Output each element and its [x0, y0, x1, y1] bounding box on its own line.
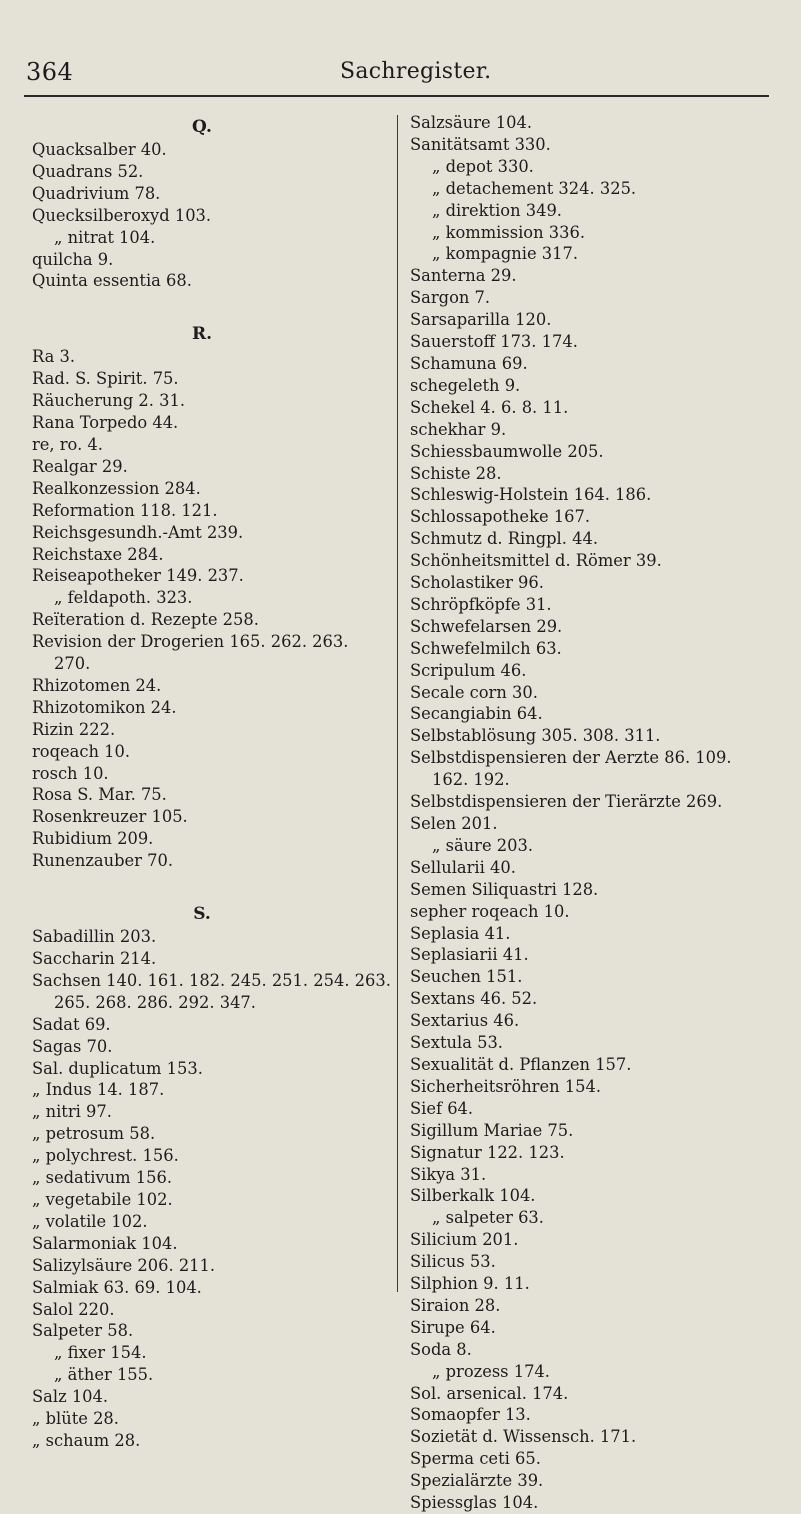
index-entry: Semen Siliquastri 128.: [410, 879, 599, 899]
index-entry: Reiseapotheker 149. 237.: [32, 566, 244, 586]
index-entry: Realgar 29.: [32, 456, 128, 476]
index-entry: Sarsaparilla 120.: [410, 310, 552, 330]
index-subentry: „ depot 330.: [432, 156, 534, 176]
index-entry: Schröpfköpfe 31.: [410, 594, 552, 614]
index-entry: Reformation 118. 121.: [32, 500, 218, 520]
index-subentry: „ petrosum 58.: [32, 1124, 156, 1144]
index-entry: Sargon 7.: [410, 288, 491, 308]
running-head-title: Sachregister.: [340, 59, 492, 84]
index-subentry: „ direktion 349.: [432, 200, 562, 220]
index-subentry: „ nitrat 104.: [54, 227, 156, 247]
index-entry: Schamuna 69.: [410, 353, 528, 373]
index-entry: Selen 201.: [410, 814, 498, 833]
index-entry: Salarmoniak 104.: [32, 1233, 178, 1253]
index-entry: Sikya 31.: [410, 1164, 487, 1184]
index-subentry: „ sedativum 156.: [32, 1168, 173, 1188]
index-entry: Revision der Drogerien 165. 262. 263.: [32, 632, 349, 652]
index-entry: Sadat 69.: [32, 1014, 111, 1034]
index-entry: Soda 8.: [410, 1339, 472, 1359]
index-entry: Secale corn 30.: [410, 682, 538, 702]
index-entry: Sigillum Mariae 75.: [410, 1120, 574, 1140]
index-entry: quilcha 9.: [32, 249, 114, 269]
index-entry: Runenzauber 70.: [32, 851, 174, 871]
index-subentry: „ fixer 154.: [54, 1343, 147, 1363]
index-entry-continuation: 265. 268. 286. 292. 347.: [54, 992, 256, 1012]
index-entry: Reichstaxe 284.: [32, 544, 164, 564]
index-subentry: „ salpeter 63.: [432, 1208, 544, 1228]
index-entry: Salizylsäure 206. 211.: [32, 1255, 216, 1275]
index-subentry: „ kommission 336.: [432, 222, 585, 242]
index-entry: Secangiabin 64.: [410, 704, 543, 724]
index-entry: Sozietät d. Wissensch. 171.: [410, 1427, 637, 1447]
index-entry: Silicium 201.: [410, 1230, 519, 1250]
index-entry: Somaopfer 13.: [410, 1405, 531, 1425]
page-number: 364: [26, 58, 74, 86]
index-entry: Quecksilberoxyd 103.: [32, 205, 212, 225]
index-entry: Schiste 28.: [410, 463, 502, 483]
index-entry-continuation: 162. 192.: [432, 770, 510, 790]
index-subentry: „ polychrest. 156.: [32, 1146, 179, 1166]
index-subentry: „ schaum 28.: [32, 1430, 141, 1450]
index-subentry: „ blüte 28.: [32, 1409, 119, 1429]
index-entry: Sachsen 140. 161. 182. 245. 251. 254. 263.: [32, 970, 391, 990]
index-subentry: „ säure 203.: [432, 835, 534, 855]
column-divider: [397, 115, 398, 1292]
index-subentry: „ prozess 174.: [432, 1361, 550, 1381]
index-entry: Sexualität d. Pflanzen 157.: [410, 1054, 632, 1074]
index-entry: Realkonzession 284.: [32, 478, 201, 498]
index-entry: Rizin 222.: [32, 719, 116, 739]
index-entry: sepher roqeach 10.: [410, 901, 570, 921]
index-entry: Salmiak 63. 69. 104.: [32, 1277, 202, 1297]
index-entry: Siraion 28.: [410, 1295, 501, 1315]
left-column: [32, 112, 392, 1452]
index-entry: Räucherung 2. 31.: [32, 391, 186, 411]
index-entry: Rhizotomen 24.: [32, 675, 162, 695]
index-entry: Sextula 53.: [410, 1033, 503, 1053]
index-entry: Spezialärzte 39.: [410, 1471, 544, 1491]
index-entry: Sabadillin 203.: [32, 927, 157, 947]
index-subentry: „ volatile 102.: [32, 1211, 148, 1231]
section-letter-q: Q.: [192, 117, 212, 137]
index-subentry: „ vegetabile 102.: [32, 1189, 173, 1209]
index-entry: Schwefelarsen 29.: [410, 616, 563, 636]
index-entry: Reichsgesundh.-Amt 239.: [32, 522, 244, 542]
index-entry: Schönheitsmittel d. Römer 39.: [410, 551, 662, 571]
index-entry: Schekel 4. 6. 8. 11.: [410, 397, 569, 417]
index-entry: re, ro. 4.: [32, 434, 103, 454]
index-entry: Schlossapotheke 167.: [410, 507, 591, 527]
section-gap: [32, 292, 392, 319]
index-entry: Silberkalk 104.: [410, 1186, 536, 1206]
index-entry: Sanitätsamt 330.: [410, 134, 551, 154]
index-entry: Seplasiarii 41.: [410, 945, 529, 965]
index-subentry: „ nitri 97.: [32, 1102, 112, 1122]
index-entry: Schwefelmilch 63.: [410, 638, 562, 658]
right-column: [410, 112, 795, 1514]
index-entry: Scripulum 46.: [410, 660, 527, 680]
index-entry: Selbstdispensieren der Aerzte 86. 109.: [410, 748, 732, 768]
section-letter-s: S.: [193, 904, 211, 925]
index-entry: Scholastiker 96.: [410, 573, 544, 593]
index-entry: Seplasia 41.: [410, 923, 511, 943]
index-entry: Reïteration d. Rezepte 258.: [32, 610, 259, 630]
index-entry: Silphion 9. 11.: [410, 1274, 530, 1294]
index-entry: Sal. duplicatum 153.: [32, 1058, 203, 1078]
index-entry: Quadrans 52.: [32, 161, 144, 181]
header-rule: [24, 95, 769, 97]
index-entry: schekhar 9.: [410, 419, 507, 439]
index-entry: Rad. S. Spirit. 75.: [32, 369, 179, 389]
index-entry: Salpeter 58.: [32, 1321, 134, 1341]
index-entry: Sief 64.: [410, 1098, 474, 1118]
index-entry: Salz 104.: [32, 1387, 109, 1407]
index-entry: Sol. arsenical. 174.: [410, 1383, 569, 1403]
index-entry: Schiessbaumwolle 205.: [410, 441, 604, 461]
index-entry: Sextarius 46.: [410, 1011, 520, 1031]
index-entry: Santerna 29.: [410, 266, 517, 286]
index-entry: Sextans 46. 52.: [410, 989, 538, 1009]
index-entry: Rana Torpedo 44.: [32, 413, 179, 433]
index-entry: Rhizotomikon 24.: [32, 697, 177, 717]
index-entry: Quadrivium 78.: [32, 183, 161, 203]
index-entry: Selbstdispensieren der Tierärzte 269.: [410, 792, 723, 812]
index-entry: Salzsäure 104.: [410, 113, 533, 132]
index-entry: Schleswig-Holstein 164. 186.: [410, 485, 652, 505]
index-entry: schegeleth 9.: [410, 375, 521, 395]
index-entry: Seuchen 151.: [410, 967, 523, 987]
index-entry: Quinta essentia 68.: [32, 271, 192, 291]
index-entry: Sauerstoff 173. 174.: [410, 332, 578, 352]
index-subentry: „ detachement 324. 325.: [432, 178, 637, 198]
index-entry: Sirupe 64.: [410, 1317, 496, 1337]
index-entry: Rosenkreuzer 105.: [32, 807, 188, 827]
index-entry: Sagas 70.: [32, 1036, 113, 1056]
index-entry: Spiessglas 104.: [410, 1493, 539, 1513]
index-entry: Rosa S. Mar. 75.: [32, 785, 167, 805]
index-entry: rosch 10.: [32, 763, 109, 783]
index-entry: Rubidium 209.: [32, 829, 154, 849]
section-gap: [32, 872, 392, 899]
index-subentry: „ äther 155.: [54, 1365, 154, 1385]
index-entry: Salol 220.: [32, 1299, 115, 1319]
index-entry: Sperma ceti 65.: [410, 1449, 541, 1469]
index-subentry: „ feldapoth. 323.: [54, 588, 193, 608]
index-subentry: „ Indus 14. 187.: [32, 1080, 165, 1100]
index-entry: Sellularii 40.: [410, 857, 516, 877]
index-entry: Selbstablösung 305. 308. 311.: [410, 726, 661, 746]
index-entry: Schmutz d. Ringpl. 44.: [410, 529, 598, 549]
index-subentry: „ kompagnie 317.: [432, 244, 579, 264]
index-entry: Saccharin 214.: [32, 949, 157, 968]
index-entry: Ra 3.: [32, 347, 76, 367]
index-entry: roqeach 10.: [32, 741, 131, 761]
index-entry: Signatur 122. 123.: [410, 1142, 565, 1162]
index-entry: Quacksalber 40.: [32, 140, 167, 159]
index-entry: Silicus 53.: [410, 1252, 496, 1272]
section-letter-r: R.: [191, 324, 213, 345]
index-entry-continuation: 270.: [54, 654, 91, 674]
index-entry: Sicherheitsröhren 154.: [410, 1076, 602, 1096]
